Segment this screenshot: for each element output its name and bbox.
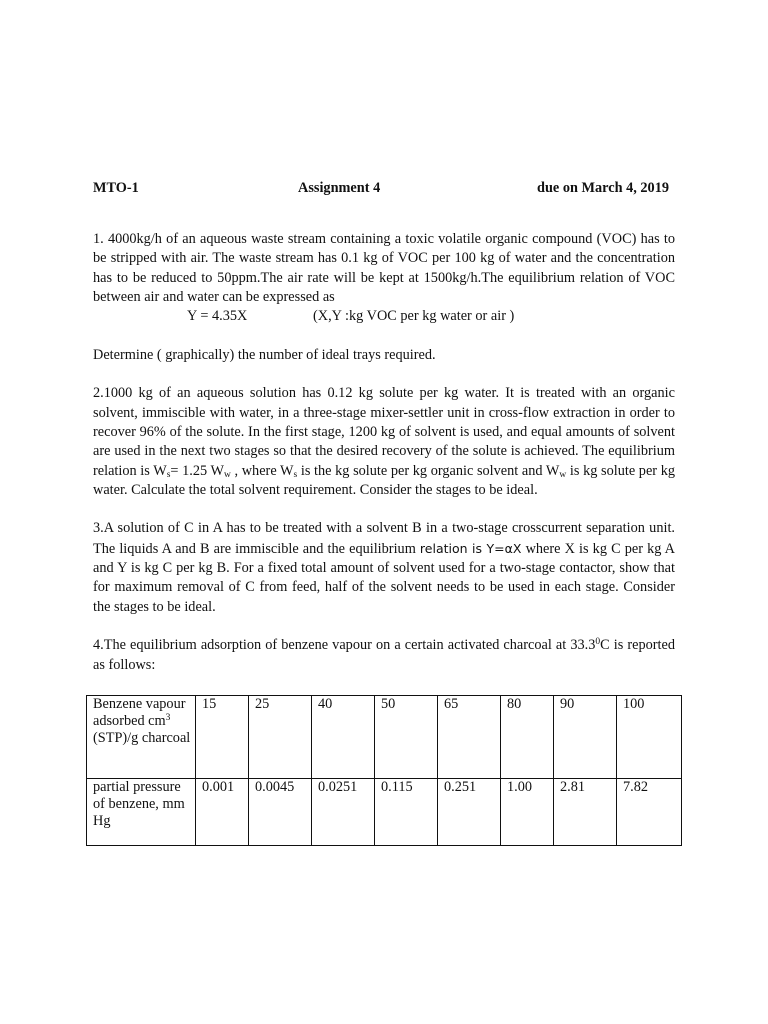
table-cell: 65 (438, 696, 501, 779)
document-body (93, 230, 675, 675)
q2-text-4: is the kg solute per kg organic solvent and W (297, 462, 560, 479)
q3-text-1: 3.A solution of C in A has to be treated with a solvent B in a two-stage crosscurrent separation unit. The liquids A and B are immiscible and the equilibrium (93, 520, 675, 557)
table-row-adsorbed (87, 696, 682, 779)
q2-text-3: , where W (230, 462, 294, 479)
table-cell: 25 (249, 696, 312, 779)
q2-sub-w2: w (559, 469, 567, 480)
question-3 (93, 519, 675, 616)
table-cell: 80 (501, 696, 554, 779)
question-1 (93, 230, 675, 365)
table-cell: 2.81 (554, 779, 617, 846)
document-header (93, 179, 675, 199)
q3-relation: relation is Y=αX (419, 540, 522, 556)
q2-text-2: = 1.25 W (170, 462, 225, 479)
table-cell: 0.115 (375, 779, 438, 846)
table-row-pressure (87, 779, 682, 846)
equilibrium-equation-line (93, 307, 675, 326)
row-label-pressure: partial pressure of benzene, mm Hg (87, 779, 196, 846)
q4-degree-sup: 0 (595, 637, 601, 648)
row1-label-end: (STP)/g charcoal (93, 730, 191, 746)
question-4 (93, 636, 675, 675)
question-1-task: Determine ( graphically) the number of ideal trays required. (93, 346, 436, 363)
row1-label-sup: 3 (165, 713, 171, 723)
question-2 (93, 384, 675, 500)
table-cell: 100 (617, 696, 682, 779)
table-cell: 7.82 (617, 779, 682, 846)
q2-text-1: 2.1000 kg of an aqueous solution has 0.12 kg solute per kg water. It is treated with an organic solvent, immiscible with water, in a three-stage mixer-settler unit in cross-flow extraction in order to recover 96% of the solute. In the first stage, 1200 kg of solvent is used, and equal amounts of solvent are used in the next two stages so that the desired recovery of the solute is achieved. The equilibrium relation is W (93, 385, 675, 479)
table-cell: 40 (312, 696, 375, 779)
q4-text-2: C is reported as follows: (93, 637, 675, 673)
table-cell: 1.00 (501, 779, 554, 846)
table-cell: 0.0251 (312, 779, 375, 846)
table-cell: 0.001 (196, 779, 249, 846)
table-cell: 0.0045 (249, 779, 312, 846)
table-cell: 50 (375, 696, 438, 779)
course-code: MTO-1 (93, 180, 139, 196)
row-label-adsorbed (87, 696, 196, 779)
table-cell: 0.251 (438, 779, 501, 846)
table-cell: 90 (554, 696, 617, 779)
q3-text-2: where X is kg C per kg A and Y is kg C per kg B. For a fixed total amount of solvent used for a two-stage contactor, show that for maximum removal of C from feed, half of the solvent needs to be used in each stage. Consider the stages to be ideal. (93, 540, 676, 615)
equation-note: (X,Y :kg VOC per kg water or air ) (313, 308, 515, 325)
equilibrium-equation: Y = 4.35X (187, 308, 248, 325)
adsorption-data-table (86, 695, 682, 846)
row1-label-text: Benzene vapour adsorbed cm (93, 696, 186, 729)
due-date: due on March 4, 2019 (537, 180, 669, 196)
q2-text-5: is kg solute per kg water. Calculate the total solvent requirement. Consider the stages to be ideal. (93, 462, 675, 498)
assignment-title: Assignment 4 (298, 180, 381, 196)
q4-text-1: 4.The equilibrium adsorption of benzene vapour on a certain activated charcoal at 33.3 (93, 637, 596, 654)
question-1-text: 1. 4000kg/h of an aqueous waste stream containing a toxic volatile organic compound (VOC) has to be stripped with air. The waste stream has 0.1 kg of VOC per 100 kg of water and the concentration has to be reduced to 50ppm.The air rate will be kept at 1500kg/h.The equilibrium relation of VOC between air and water can be expressed as (93, 231, 675, 305)
q2-sub-s2: s (293, 469, 298, 480)
table-cell: 15 (196, 696, 249, 779)
q2-sub-w: w (224, 469, 231, 480)
q2-sub-s: s (166, 469, 171, 480)
